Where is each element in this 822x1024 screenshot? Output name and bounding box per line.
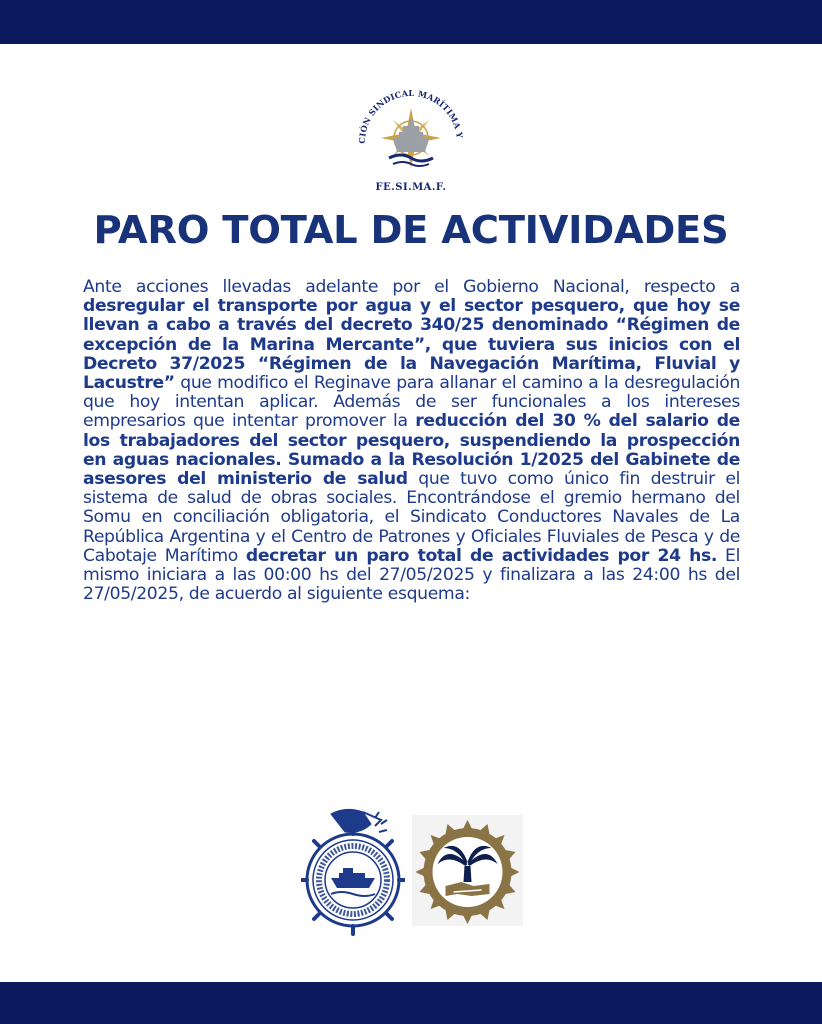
sindicato-conductores-logo <box>412 815 523 926</box>
body-bold-1: desregular el transporte por agua y el sector pesquero, que hoy se llevan a cabo a través del decreto 340/25 denominado “Régimen de excepción de la Marina Mercante”, que tuviera sus inicios con el Decreto 37/2025 “Régimen de la Navegación Marítima, Fluvial y Lacustre” <box>83 296 740 394</box>
logo-arc-text: CIÓN SINDICAL MARÍTIMA Y <box>356 87 465 144</box>
body-bold-2: reducción del 30 % del salario de los trabajadores del sector pesquero, suspendiendo la prospección en aguas nacionales. Sumado a la Resolución 1/2025 del Gabinete de asesores del ministerio de salud <box>83 411 740 490</box>
centro-patrones-logo <box>301 804 405 936</box>
compass-ship-logo-icon <box>351 86 471 182</box>
body-text-2: que modifico el Reginave para allanar el camino a la desregulación que hoy intentan aplicar. Además de ser funcionales a los intereses empresarios que intentar promover la <box>83 373 740 432</box>
handshake-sun-seal-logo-icon <box>412 815 523 926</box>
body-text-1: Ante acciones llevadas adelante por el Gobierno Nacional, respecto a <box>83 277 740 297</box>
logo-caption: FE.SI.MA.F. <box>375 182 447 193</box>
fesimaf-logo <box>351 86 471 196</box>
body-text-4: El mismo iniciara a las 00:00 hs del 27/05/2025 y finalizara a las 24:00 hs del 27/05/2025, de acuerdo al siguiente esquema: <box>83 545 740 605</box>
body-text-3: que tuvo como único fin destruir el sistema de salud de obras sociales. Encontrándose el gremio hermano del Somu en conciliación obligatoria, el Sindicato Conductores Navales de La República Argentina y el Centro de Patrones y Oficiales Fluviales de Pesca y de Cabotaje Marítimo <box>83 469 740 566</box>
top-band <box>0 0 822 44</box>
ship-wheel-seal-logo-icon <box>301 804 405 936</box>
bottom-band <box>0 982 822 1024</box>
body-paragraph <box>83 278 740 604</box>
page-title: PARO TOTAL DE ACTIVIDADES <box>93 208 729 253</box>
body-bold-3: decretar un paro total de actividades por 24 hs. <box>245 545 718 566</box>
